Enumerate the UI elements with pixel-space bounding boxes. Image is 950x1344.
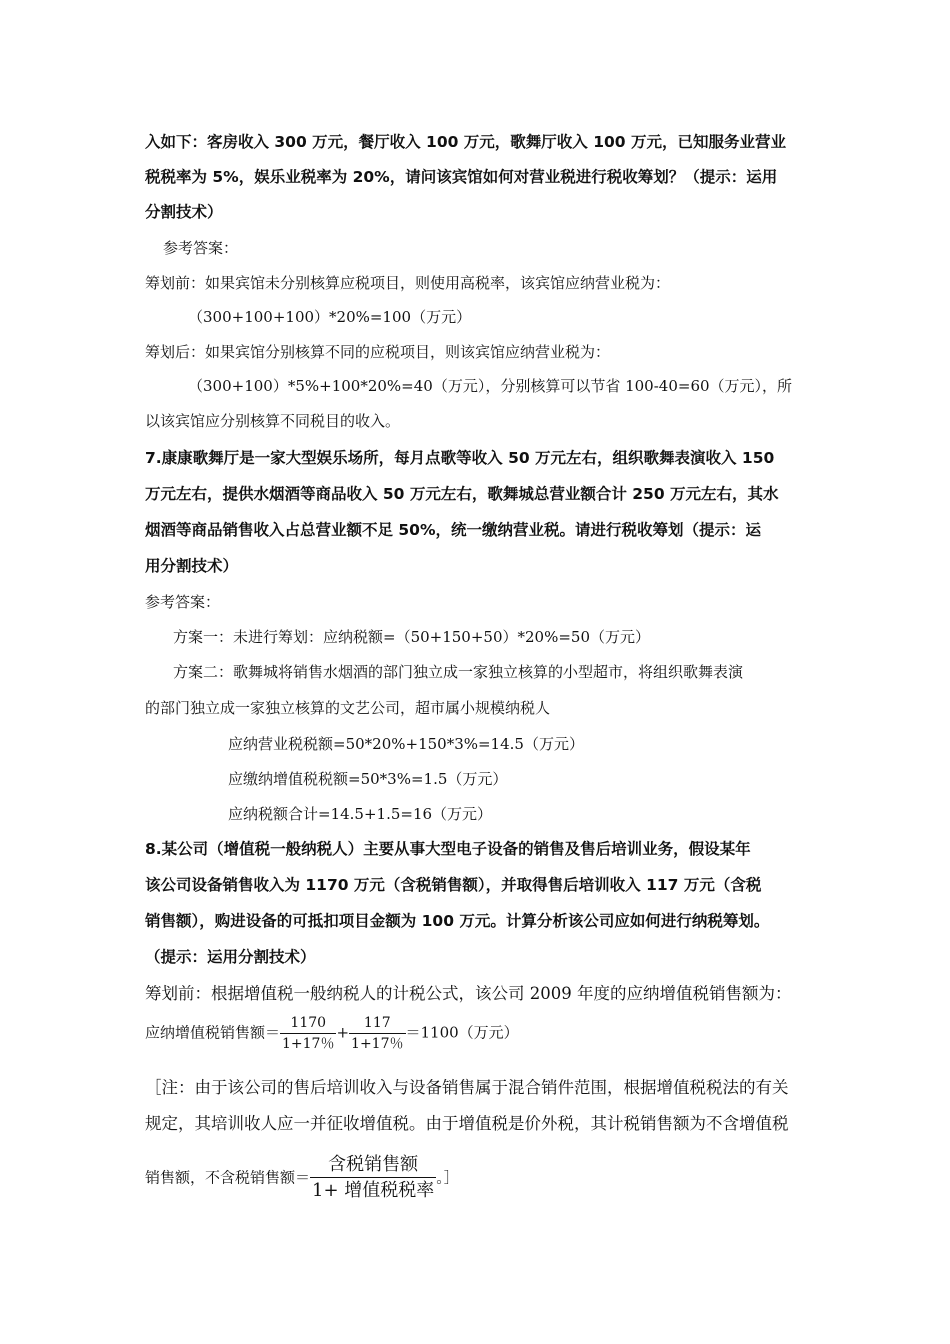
formula-tail: 。］ bbox=[436, 1168, 459, 1187]
answer-line: 筹划前：如果宾馆未分别核算应税项目，则使用高税率，该宾馆应纳营业税为： bbox=[145, 274, 671, 292]
calc-line: 应纳税额合计=14.5+1.5=16（万元） bbox=[228, 805, 493, 823]
formula-excl-tax-sales bbox=[145, 1153, 459, 1204]
fraction bbox=[310, 1153, 436, 1204]
pre-plan-line: 筹划前：根据增值税一般纳税人的计税公式，该公司 2009 年度的应纳增值税销售额为： bbox=[145, 984, 792, 1003]
fraction-numerator: 117 bbox=[363, 1015, 391, 1031]
question-8-line: 该公司设备销售收入为 1170 万元（含税销售额），并取得售后培训收入 117 万元（含税 bbox=[145, 876, 762, 894]
answer-heading: 参考答案： bbox=[145, 593, 221, 611]
calc-line: 应纳营业税税额=50*20%+150*3%=14.5（万元） bbox=[228, 735, 584, 753]
calc-line: 应缴纳增值税税额=50*3%=1.5（万元） bbox=[228, 770, 508, 788]
plan-one: 方案一：未进行筹划：应纳税额=（50+150+50）*20%=50（万元） bbox=[173, 628, 651, 646]
question-7-line: 烟酒等商品销售收入占总营业额不足 50%，统一缴纳营业税。请进行税收筹划（提示：运 bbox=[145, 521, 761, 539]
fraction-2 bbox=[349, 1013, 405, 1054]
question-line: 入如下：客房收入 300 万元，餐厅收入 100 万元，歌舞厅收入 100 万元，已知服务业营业 bbox=[145, 133, 786, 151]
note-line: ［注：由于该公司的售后培训收入与设备销售属于混合销件范围，根据增值税税法的有关 bbox=[145, 1078, 789, 1097]
question-8-line: （提示：运用分割技术） bbox=[145, 948, 316, 966]
fraction-numerator: 含税销售额 bbox=[328, 1154, 419, 1175]
answer-line: （300+100）*5%+100*20%=40（万元），分别核算可以节省 100-40=60（万元），所 bbox=[188, 377, 793, 395]
fraction-denominator: 1+17％ bbox=[349, 1033, 405, 1054]
question-7-line: 用分割技术） bbox=[145, 557, 239, 575]
question-7-line: 万元左右，提供水烟酒等商品收入 50 万元左右，歌舞城总营业额合计 250 万元左右，其水 bbox=[145, 485, 779, 503]
question-8-line: 销售额），购进设备的可抵扣项目金额为 100 万元。计算分析该公司应如何进行纳税筹划。 bbox=[145, 912, 770, 930]
question-8-line: 8.某公司（增值税一般纳税人）主要从事大型电子设备的销售及售后培训业务，假设某年 bbox=[145, 840, 751, 858]
fraction-1 bbox=[280, 1013, 336, 1054]
formula-lhs: 销售额，不含税销售额＝ bbox=[145, 1168, 311, 1187]
question-7-line: 7.康康歌舞厅是一家大型娱乐场所，每月点歌等收入 50 万元左右，组织歌舞表演收入 150 bbox=[145, 449, 775, 467]
formula-lhs: 应纳增值税销售额＝ bbox=[145, 1023, 281, 1042]
fraction-denominator: 1+17％ bbox=[280, 1033, 336, 1054]
question-line: 税税率为 5%，娱乐业税率为 20%，请问该宾馆如何对营业税进行税收筹划？（提示：运用 bbox=[145, 168, 778, 186]
formula-vat-sales bbox=[145, 1013, 519, 1054]
formula-result: ＝1100（万元） bbox=[405, 1023, 519, 1042]
plan-two: 方案二：歌舞城将销售水烟酒的部门独立成一家独立核算的小型超市，将组织歌舞表演 bbox=[173, 663, 744, 681]
answer-line: （300+100+100）*20%=100（万元） bbox=[188, 308, 472, 326]
question-line: 分割技术） bbox=[145, 203, 223, 221]
plan-two-line: 的部门独立成一家独立核算的文艺公司，超市属小规模纳税人 bbox=[145, 699, 551, 717]
plus-sign: + bbox=[336, 1023, 350, 1042]
answer-line: 筹划后：如果宾馆分别核算不同的应税项目，则该宾馆应纳营业税为： bbox=[145, 343, 611, 361]
note-line: 规定，其培训收人应一并征收增值税。由于增值税是价外税，其计税销售额为不含增值税 bbox=[145, 1114, 789, 1133]
answer-heading: 参考答案： bbox=[163, 239, 239, 257]
fraction-numerator: 1170 bbox=[290, 1015, 327, 1031]
fraction-denominator: 1+ 增值税税率 bbox=[310, 1177, 436, 1204]
answer-line: 以该宾馆应分别核算不同税目的收入。 bbox=[145, 412, 401, 430]
